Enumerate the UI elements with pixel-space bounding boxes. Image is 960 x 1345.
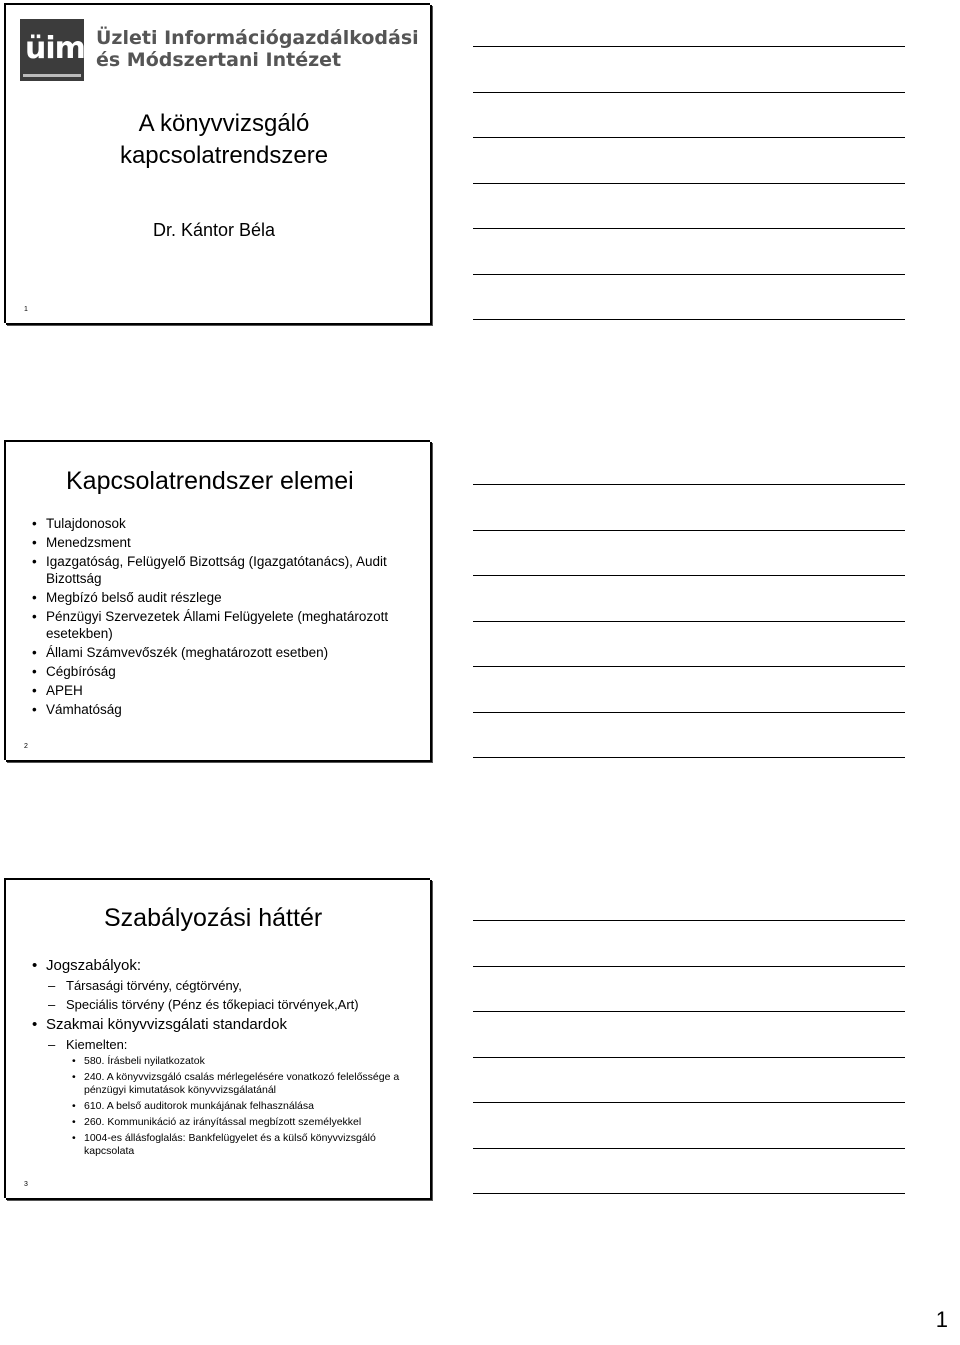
note-line — [473, 530, 905, 531]
bullet-item: • APEH — [28, 682, 418, 699]
notes-lines-2 — [473, 484, 905, 803]
note-line — [473, 92, 905, 93]
outline-item-level-2: – Kiemelten: — [28, 1036, 418, 1053]
note-line — [473, 1102, 905, 1103]
note-line — [473, 46, 905, 47]
outline-item-level-2: – Speciális törvény (Pénz és tőkepiaci törvények,Art) — [28, 996, 418, 1013]
page-number: 1 — [935, 1307, 948, 1332]
slide-3 — [4, 878, 430, 1198]
notes-lines-3 — [473, 920, 905, 1239]
slide-number: 3 — [24, 1181, 28, 1188]
note-line — [473, 228, 905, 229]
outline-item-level-3: • 610. A belső auditorok munkájának felhasználása — [28, 1100, 418, 1113]
slide-number: 1 — [24, 306, 28, 313]
slide-1 — [4, 3, 430, 323]
bullet-item: • Cégbíróság — [28, 663, 418, 680]
slide-title-line2: kapcsolatrendszere — [119, 142, 329, 169]
institute-name-line2: és Módszertani Intézet — [96, 49, 342, 71]
slide-title: Kapcsolatrendszer elemei — [66, 467, 354, 495]
slide-title — [104, 108, 344, 172]
bullet-item: • Menedzsment — [28, 534, 418, 551]
note-line — [473, 621, 905, 622]
outline-list — [28, 956, 418, 1161]
notes-lines-1 — [473, 46, 905, 365]
slide-2 — [4, 440, 430, 760]
slide-title: Szabályozási háttér — [104, 904, 323, 932]
outline-item-level-3: • 240. A könyvvizsgáló csalás mérlegelésére vonatkozó felelőssége a pénzügyi kimutatások könyvvizsgálatánál — [28, 1071, 418, 1097]
note-line — [473, 484, 905, 485]
note-line — [473, 319, 905, 320]
slide-number: 2 — [24, 743, 28, 750]
note-line — [473, 274, 905, 275]
note-line — [473, 1148, 905, 1149]
note-line — [473, 920, 905, 921]
note-line — [473, 712, 905, 713]
outline-item-level-2: – Társasági törvény, cégtörvény, — [28, 977, 418, 994]
note-line — [473, 1193, 905, 1194]
bullet-item: • Vámhatóság — [28, 701, 418, 718]
note-line — [473, 757, 905, 758]
outline-item-level-1: • Jogszabályok: — [28, 956, 418, 975]
note-line — [473, 1057, 905, 1058]
note-line — [473, 575, 905, 576]
note-line — [473, 966, 905, 967]
slide-title-line1: A könyvvizsgáló — [138, 110, 310, 137]
note-line — [473, 183, 905, 184]
logo-text: üim — [25, 31, 85, 66]
institute-logo — [20, 19, 84, 81]
institute-name-line1: Üzleti Információgazdálkodási — [96, 27, 419, 49]
outline-item-level-3: • 1004-es állásfoglalás: Bankfelügyelet és a külső könyvvizsgáló kapcsolata — [28, 1132, 418, 1158]
institute-name — [96, 27, 419, 71]
bullet-item: • Megbízó belső audit részlege — [28, 589, 418, 606]
bullet-item: • Állami Számvevőszék (meghatározott esetben) — [28, 644, 418, 661]
outline-item-level-1: • Szakmai könyvvizsgálati standardok — [28, 1015, 418, 1034]
logo-subline — [23, 74, 81, 77]
bullet-item: • Igazgatóság, Felügyelő Bizottság (Igazgatótanács), Audit Bizottság — [28, 553, 418, 587]
outline-item-level-3: • 260. Kommunikáció az irányítással megbízott személyekkel — [28, 1116, 418, 1129]
note-line — [473, 1011, 905, 1012]
bullet-list — [28, 515, 418, 720]
outline-item-level-3: • 580. Írásbeli nyilatkozatok — [28, 1055, 418, 1068]
note-line — [473, 666, 905, 667]
bullet-item: • Tulajdonosok — [28, 515, 418, 532]
bullet-item: • Pénzügyi Szervezetek Állami Felügyelete (meghatározott esetekben) — [28, 608, 418, 642]
slide-author: Dr. Kántor Béla — [153, 220, 276, 240]
note-line — [473, 137, 905, 138]
